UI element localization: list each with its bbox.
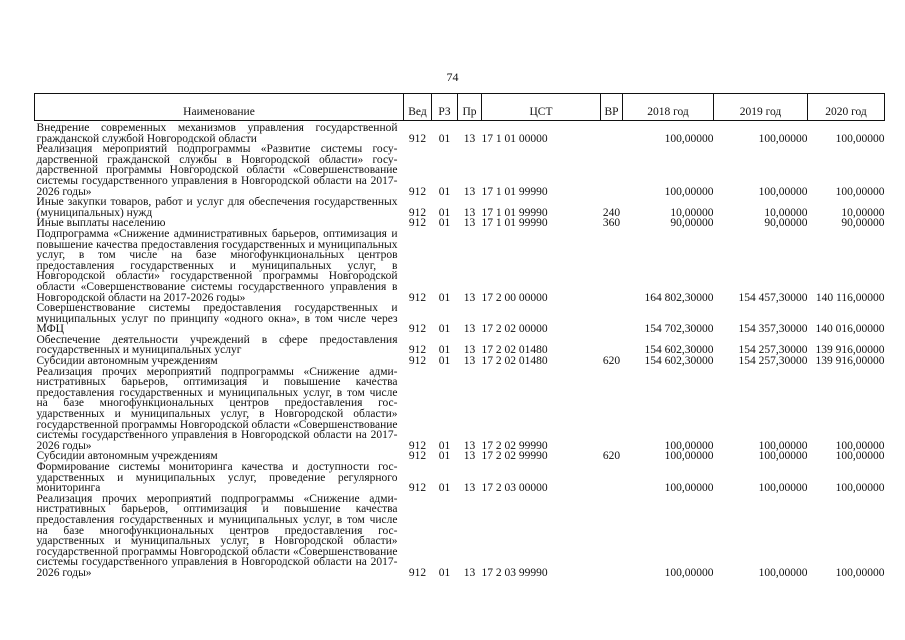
row-name: Совершенствование системы предоставления государственных и муниципальных услуг по принципу «одного окна», в том числе через МФЦ — [36, 302, 398, 336]
table-header — [35, 94, 885, 121]
table-row — [35, 462, 885, 494]
row-2019: 100,00000 — [758, 439, 808, 452]
row-pr: 13 — [463, 344, 476, 357]
row-2018: 100,00000 — [664, 132, 714, 145]
page-number: 74 — [446, 70, 459, 84]
row-2020: 139 916,00000 — [815, 344, 885, 357]
row-2018: 100,00000 — [664, 439, 714, 452]
row-cst: 17 2 03 00000 — [481, 482, 548, 495]
row-2019: 100,00000 — [758, 185, 808, 198]
table-row — [35, 197, 885, 218]
row-2020: 100,00000 — [835, 450, 885, 463]
row-rz: 01 — [438, 566, 451, 579]
row-2018: 164 802,30000 — [644, 291, 714, 304]
table-row — [35, 123, 885, 144]
row-2020: 100,00000 — [835, 439, 885, 452]
row-cst: 17 2 00 00000 — [481, 291, 548, 304]
row-cst: 17 2 02 99990 — [481, 439, 548, 452]
column-header-rz: РЗ — [432, 94, 458, 121]
row-name: Субсидии автономным учреждениям — [36, 450, 218, 463]
row-2019: 100,00000 — [758, 132, 808, 145]
row-rz: 01 — [438, 482, 451, 495]
row-cst: 17 2 02 01480 — [481, 344, 548, 357]
table-body — [35, 121, 885, 579]
row-pr: 13 — [463, 323, 476, 336]
row-2018: 154 602,30000 — [644, 355, 714, 368]
row-pr: 13 — [463, 482, 476, 495]
row-vr — [601, 462, 623, 494]
row-name: Иные закупки товаров, работ и услуг для обеспечения государственных (муниципальных) нужд — [36, 196, 398, 219]
row-ved: 912 — [408, 206, 427, 219]
row-2018: 154 702,30000 — [644, 323, 714, 336]
row-vr — [601, 144, 623, 197]
row-2020: 140 016,00000 — [815, 323, 885, 336]
row-pr: 13 — [463, 450, 476, 463]
row-vr: 360 — [602, 217, 621, 230]
row-2020: 139 916,00000 — [815, 355, 885, 368]
row-cst: 17 2 02 99990 — [481, 450, 548, 463]
row-2018: 154 602,30000 — [644, 344, 714, 357]
row-ved: 912 — [408, 291, 427, 304]
row-ved: 912 — [408, 355, 427, 368]
row-rz: 01 — [438, 291, 451, 304]
column-header-pr: Пр — [458, 94, 482, 121]
row-2019: 154 257,30000 — [738, 355, 808, 368]
row-name: Обеспечение деятельности учреждений в сфере предоставления государственных и муниципальных услуг — [36, 333, 398, 357]
column-header-2020: 2020 год — [808, 94, 885, 121]
row-2018: 100,00000 — [664, 482, 714, 495]
row-2019: 10,00000 — [764, 206, 808, 219]
row-cst: 17 2 03 99990 — [481, 566, 548, 579]
row-2018: 100,00000 — [664, 185, 714, 198]
table-row — [35, 367, 885, 452]
row-vr — [601, 494, 623, 579]
row-rz: 01 — [438, 185, 451, 198]
column-header-cst: ЦСТ — [482, 94, 601, 121]
row-2018: 100,00000 — [664, 566, 714, 579]
row-ved: 912 — [408, 185, 427, 198]
row-pr: 13 — [463, 217, 476, 230]
column-header-name: Наименование — [35, 94, 404, 121]
row-vr: 240 — [602, 206, 621, 219]
row-cst: 17 1 01 99990 — [481, 185, 548, 198]
row-2019: 90,00000 — [764, 217, 808, 230]
row-vr — [601, 335, 623, 356]
row-cst: 17 1 01 00000 — [481, 132, 548, 145]
column-header-ved: Вед — [404, 94, 432, 121]
row-name: Формирование системы мониторинга качества и доступности государственных и муниципальных услуг, проведение регулярного мониторинга — [36, 461, 398, 495]
row-pr: 13 — [463, 439, 476, 452]
table-row — [35, 144, 885, 197]
row-2020: 140 116,00000 — [815, 291, 885, 304]
row-ved: 912 — [408, 482, 427, 495]
row-2020: 100,00000 — [835, 132, 885, 145]
row-name: Реализация прочих мероприятий подпрограммы «Снижение административных барьеров, оптимизация и повышение качества предоставления государственных и муниципальных услуг, в том числе на базе многофункциональных центров предоставления государственных и муниципальных услуг, в Новгородской области» государственной программы Новгородской области «Совершенствование системы государственного управления в Новгородской области на 2017-2026 годы» — [36, 492, 398, 579]
row-rz: 01 — [438, 323, 451, 336]
row-2020: 10,00000 — [841, 206, 885, 219]
row-ved: 912 — [408, 450, 427, 463]
row-2019: 100,00000 — [758, 566, 808, 579]
row-pr: 13 — [463, 206, 476, 219]
row-name: Реализация прочих мероприятий подпрограммы «Снижение административных барьеров, оптимизация и повышение качества предоставления государственных и муниципальных услуг, в том числе на базе многофункциональных центров предоставления государственных и муниципальных услуг, в Новгородской области» государственной программы Новгородской области «Совершенствование системы государственного управления в Новгородской области на 2017-2026 годы» — [36, 365, 398, 452]
row-vr: 620 — [602, 450, 621, 463]
column-header-2019: 2019 год — [714, 94, 808, 121]
row-2018: 10,00000 — [670, 206, 714, 219]
row-ved: 912 — [408, 217, 427, 230]
row-ved: 912 — [408, 344, 427, 357]
row-vr — [601, 123, 623, 144]
row-rz: 01 — [438, 132, 451, 145]
row-pr: 13 — [463, 355, 476, 368]
row-name: Подпрограмма «Снижение административных барьеров, оптимизация и повышение качества предоставления государственных и муниципальных услуг, в том числе на базе многофункциональных центров предоставления государственных и муниципальных услуг, в Новгородской области» государственной программы Новгородской области «Совершенствование системы государственного управления в Новгородской области на 2017-2026 годы» — [36, 227, 398, 304]
row-2019: 100,00000 — [758, 482, 808, 495]
row-rz: 01 — [438, 217, 451, 230]
row-name: Иные выплаты населению — [36, 217, 166, 230]
row-name: Субсидии автономным учреждениям — [36, 355, 218, 368]
column-header-2018: 2018 год — [623, 94, 714, 121]
row-rz: 01 — [438, 344, 451, 357]
column-header-vr: ВР — [601, 94, 623, 121]
row-ved: 912 — [408, 566, 427, 579]
row-rz: 01 — [438, 355, 451, 368]
row-cst: 17 2 02 00000 — [481, 323, 548, 336]
table-row — [35, 303, 885, 335]
row-2018: 90,00000 — [670, 217, 714, 230]
row-pr: 13 — [463, 185, 476, 198]
row-cst: 17 2 02 01480 — [481, 355, 548, 368]
row-name: Внедрение современных механизмов управления государственной гражданской службой Новгородской области — [36, 122, 398, 145]
row-vr: 620 — [602, 355, 621, 368]
table-row — [35, 335, 885, 356]
row-name: Реализация мероприятий подпрограммы «Развитие системы государственной гражданской службы в Новгородской области» государственной программы Новгородской области «Совершенствование системы государственного управления в Новгородской области на 2017-2026 годы» — [36, 143, 398, 198]
row-vr — [601, 229, 623, 303]
row-ved: 912 — [408, 439, 427, 452]
row-ved: 912 — [408, 323, 427, 336]
row-2020: 100,00000 — [835, 185, 885, 198]
row-cst: 17 1 01 99990 — [481, 217, 548, 230]
row-2020: 90,00000 — [841, 217, 885, 230]
row-2020: 100,00000 — [835, 482, 885, 495]
row-vr — [601, 367, 623, 452]
row-2018: 100,00000 — [664, 450, 714, 463]
row-2019: 154 257,30000 — [738, 344, 808, 357]
row-pr: 13 — [463, 132, 476, 145]
row-ved: 912 — [408, 132, 427, 145]
row-vr — [601, 303, 623, 335]
row-pr: 13 — [463, 291, 476, 304]
row-rz: 01 — [438, 206, 451, 219]
row-pr: 13 — [463, 566, 476, 579]
row-2019: 154 357,30000 — [738, 323, 808, 336]
budget-table — [34, 93, 885, 579]
table-row — [35, 494, 885, 579]
row-rz: 01 — [438, 450, 451, 463]
row-2019: 100,00000 — [758, 450, 808, 463]
row-2019: 154 457,30000 — [738, 291, 808, 304]
row-cst: 17 1 01 99990 — [481, 206, 548, 219]
row-2020: 100,00000 — [835, 566, 885, 579]
row-rz: 01 — [438, 439, 451, 452]
table-row — [35, 229, 885, 303]
